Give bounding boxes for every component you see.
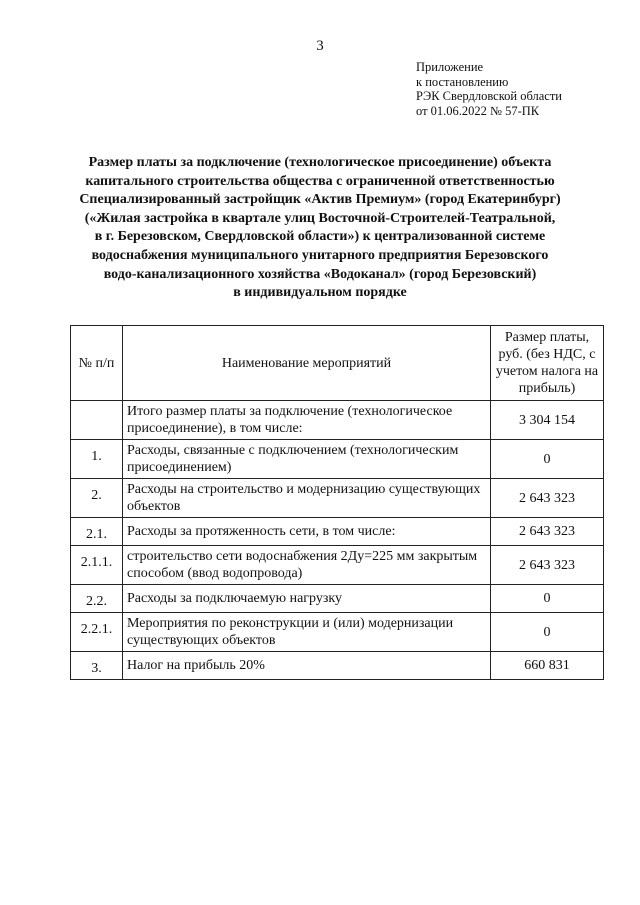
table-header-row: [71, 326, 604, 401]
row-value: 0: [491, 585, 604, 613]
title-line: водо-канализационного хозяйства «Водоканал» (город Березовский): [103, 266, 537, 282]
row-value: 660 831: [491, 652, 604, 680]
row-num: [71, 401, 123, 440]
fee-table: [70, 325, 604, 680]
row-name: Расходы, связанные с подключением (технологическим присоединением): [123, 440, 491, 479]
appendix-line-2: к постановлению: [416, 74, 509, 89]
row-name: Расходы на строительство и модернизацию существующих объектов: [123, 479, 491, 518]
table-row: [71, 401, 604, 440]
appendix-line-4: от 01.06.2022 № 57-ПК: [416, 103, 540, 118]
row-name: Итого размер платы за подключение (технологическое присоединение), в том числе:: [123, 401, 491, 440]
row-name: Налог на прибыль 20%: [123, 652, 491, 680]
document-title: [60, 154, 580, 303]
title-line: в индивидуальном порядке: [233, 285, 407, 301]
row-num: 2.2.1.: [71, 613, 123, 652]
page-number: 3: [316, 38, 324, 54]
table-row: [71, 440, 604, 479]
title-line: капитального строительства общества с ограниченной ответственностью: [85, 173, 555, 189]
row-num: 3.: [71, 652, 123, 680]
row-num: 1.: [71, 440, 123, 479]
row-value: 0: [491, 440, 604, 479]
header-num: № п/п: [71, 326, 123, 401]
header-name: Наименование мероприятий: [123, 326, 491, 401]
row-value: 3 304 154: [491, 401, 604, 440]
title-line: Размер платы за подключение (технологическое присоединение) объекта: [88, 155, 552, 170]
title-line: водоснабжения муниципального унитарного предприятия Березовского: [91, 247, 549, 263]
row-value: 2 643 323: [491, 479, 604, 518]
row-value: 2 643 323: [491, 546, 604, 585]
title-line: Специализированный застройщик «Актив Премиум» (город Екатеринбург): [79, 192, 561, 208]
table-row: [71, 546, 604, 585]
row-name: строительство сети водоснабжения 2Ду=225 мм закрытым способом (ввод водопровода): [123, 546, 491, 585]
row-num: 2.: [71, 479, 123, 518]
table-row: [71, 479, 604, 518]
row-name: Мероприятия по реконструкции и (или) модернизации существующих объектов: [123, 613, 491, 652]
table-row: [71, 518, 604, 546]
table-row: [71, 652, 604, 680]
table-row: [71, 585, 604, 613]
row-num: 2.2.: [71, 585, 123, 613]
appendix-block: [416, 60, 562, 118]
appendix-line-3: РЭК Свердловской области: [416, 89, 562, 103]
header-value: Размер платы, руб. (без НДС, с учетом налога на прибыль): [491, 326, 604, 401]
appendix-line-1: Приложение: [416, 60, 484, 74]
title-line: («Жилая застройка в квартале улиц Восточной-Строителей-Театральной,: [84, 210, 556, 226]
row-value: 0: [491, 613, 604, 652]
table-row: [71, 613, 604, 652]
row-name: Расходы за подключаемую нагрузку: [123, 585, 491, 613]
row-num: 2.1.: [71, 518, 123, 546]
row-num: 2.1.1.: [71, 546, 123, 585]
row-value: 2 643 323: [491, 518, 604, 546]
row-name: Расходы за протяженность сети, в том числе:: [123, 518, 491, 546]
title-line: в г. Березовском, Свердловской области») к централизованной системе: [94, 229, 546, 245]
